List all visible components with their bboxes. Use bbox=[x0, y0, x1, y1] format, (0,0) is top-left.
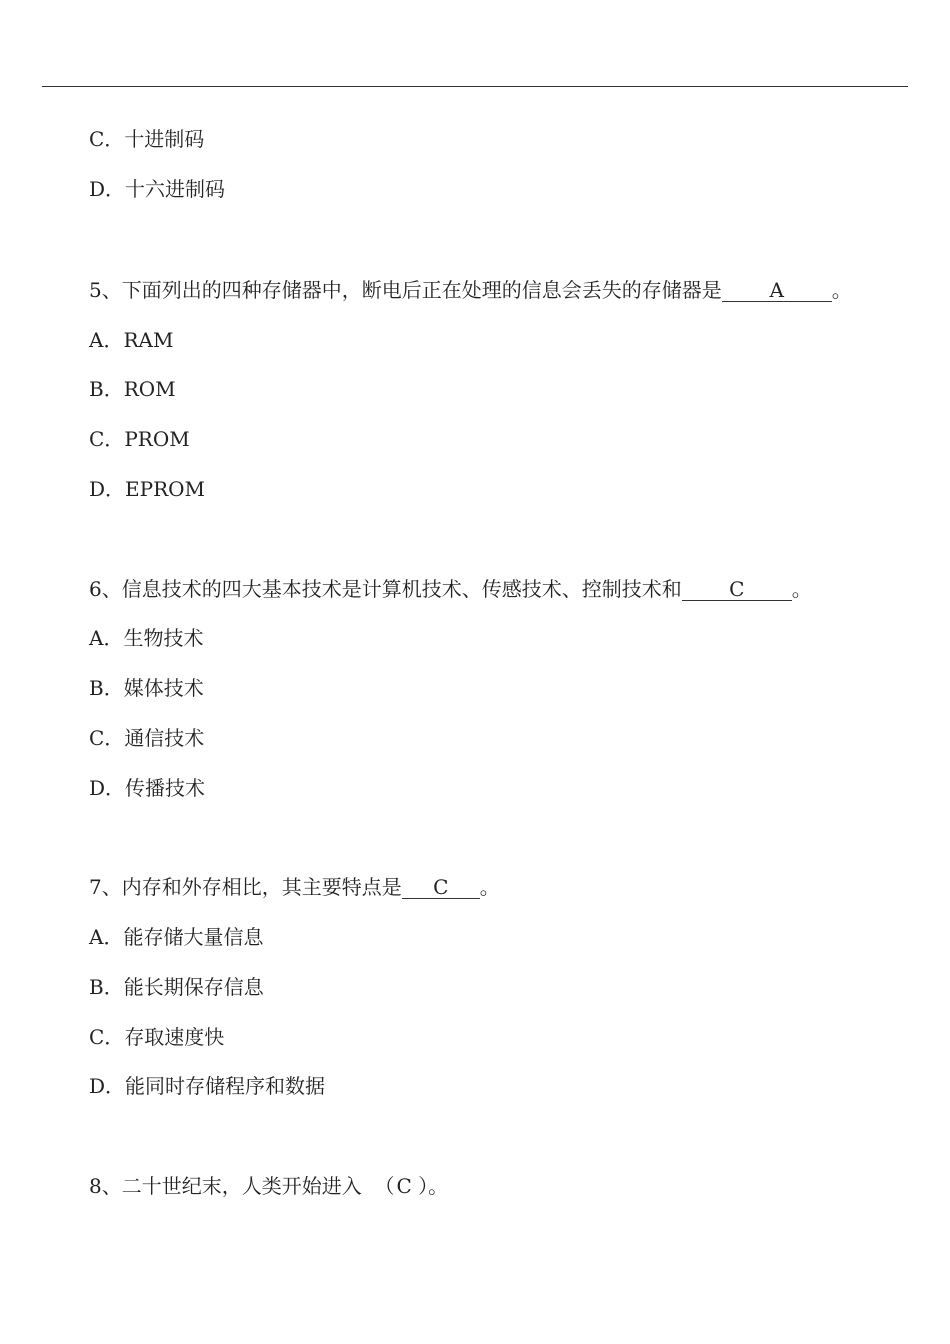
answer-blank: A bbox=[722, 279, 832, 302]
option-text: 十六进制码 bbox=[125, 177, 226, 201]
option-text: 能同时存储程序和数据 bbox=[125, 1074, 326, 1098]
answer-blank: C bbox=[402, 876, 480, 899]
option-text: 存取速度快 bbox=[124, 1025, 225, 1049]
option-letter: A． bbox=[89, 328, 124, 352]
answer-text: C bbox=[396, 1174, 412, 1198]
option-letter: C． bbox=[89, 427, 125, 451]
paren-close: ）。 bbox=[418, 1174, 449, 1198]
option-text: 能长期保存信息 bbox=[123, 975, 264, 999]
option-letter: B． bbox=[89, 377, 124, 401]
option-letter: C． bbox=[89, 726, 125, 750]
question-end: 。 bbox=[831, 278, 852, 302]
option-text: PROM bbox=[124, 427, 190, 451]
option-q6-a bbox=[89, 626, 203, 650]
question-stem: 8、二十世纪末，人类开始进入 bbox=[89, 1174, 362, 1198]
option-letter: D． bbox=[89, 177, 126, 201]
option-q7-c bbox=[89, 1025, 224, 1049]
question-end: 。 bbox=[791, 577, 812, 601]
option-q5-c bbox=[89, 427, 190, 451]
option-q5-a bbox=[89, 328, 173, 352]
question-7 bbox=[89, 875, 500, 899]
header-rule bbox=[42, 86, 908, 87]
option-text: 十进制码 bbox=[124, 127, 205, 151]
option-letter: C． bbox=[89, 127, 125, 151]
option-text: ROM bbox=[123, 377, 176, 401]
option-text: 生物技术 bbox=[123, 626, 204, 650]
option-letter: D． bbox=[89, 477, 126, 501]
option-text: 传播技术 bbox=[125, 776, 206, 800]
option-letter: D． bbox=[89, 1074, 126, 1098]
option-q7-a bbox=[89, 925, 263, 949]
question-stem: 6、信息技术的四大基本技术是计算机技术、传感技术、控制技术和 bbox=[89, 577, 682, 601]
option-q7-b bbox=[89, 975, 264, 999]
paren-open: （ bbox=[374, 1174, 397, 1198]
option-q5-d bbox=[89, 477, 205, 501]
question-8 bbox=[89, 1174, 448, 1198]
option-q7-d bbox=[89, 1074, 325, 1098]
option-q4-d bbox=[89, 177, 225, 201]
option-letter: B． bbox=[89, 975, 124, 999]
option-letter: A． bbox=[89, 925, 124, 949]
answer-blank: C bbox=[682, 578, 792, 601]
option-q4-c bbox=[89, 127, 204, 151]
option-q6-d bbox=[89, 776, 205, 800]
question-stem: 5、下面列出的四种存储器中，断电后正在处理的信息会丢失的存储器是 bbox=[89, 278, 722, 302]
option-letter: B． bbox=[89, 676, 124, 700]
option-q6-b bbox=[89, 676, 204, 700]
option-text: 媒体技术 bbox=[123, 676, 204, 700]
option-text: RAM bbox=[123, 328, 174, 352]
option-letter: A． bbox=[89, 626, 124, 650]
question-stem: 7、内存和外存相比，其主要特点是 bbox=[89, 875, 402, 899]
question-5 bbox=[89, 278, 852, 302]
question-6 bbox=[89, 577, 812, 601]
option-q6-c bbox=[89, 726, 204, 750]
option-text: 通信技术 bbox=[124, 726, 205, 750]
option-letter: D． bbox=[89, 776, 126, 800]
option-q5-b bbox=[89, 377, 176, 401]
question-end: 。 bbox=[479, 875, 500, 899]
option-text: 能存储大量信息 bbox=[123, 925, 264, 949]
option-text: EPROM bbox=[125, 477, 206, 501]
option-letter: C． bbox=[89, 1025, 125, 1049]
